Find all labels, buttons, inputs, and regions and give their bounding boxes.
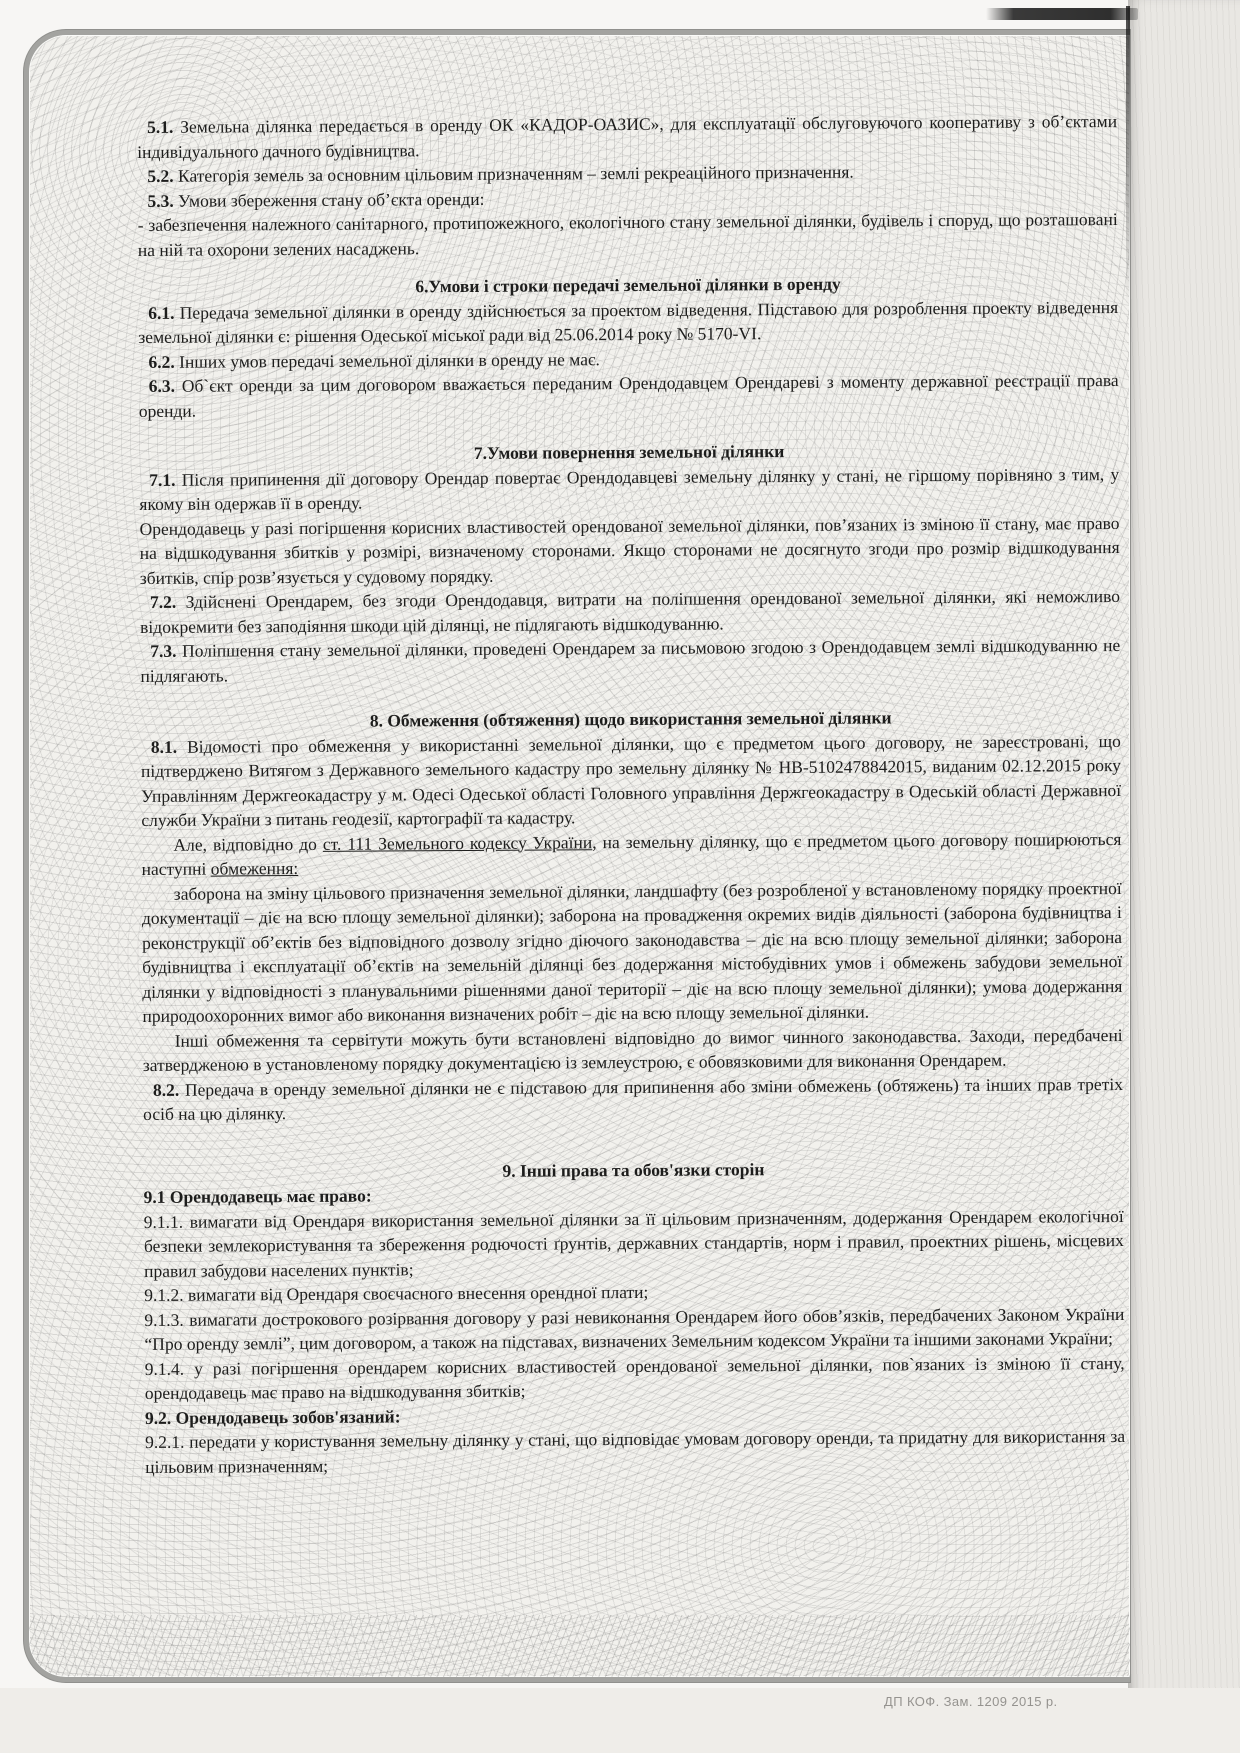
clause-number: 8.1.	[150, 736, 178, 757]
clause-number: 9.1.1.	[143, 1211, 184, 1232]
heading-section-9: 9. Інші права та обов'язки сторін	[502, 1158, 765, 1181]
clause-text: Поліпшення стану земельної ділянки, проведені Орендарем за письмовою згодою з Орендодавцем землі відшкодуванню не підлягають.	[140, 635, 1121, 686]
clause-text: Передача земельної ділянки в оренду здійснюється за проектом відведення. Підставою для розроблення проекту відведення земельної ділянки є: рішення Одеської міської ради від 25.06.2014 року № 5170-VI.	[138, 296, 1119, 347]
clause-text: Об`єкт оренди за цим договором вважається переданим Орендодавцем Орендареві з моменту державної реєстрації права оренди.	[138, 370, 1119, 421]
scanner-shadow-strip	[986, 8, 1138, 20]
clause-text: Умови збереження стану об’єкта оренди:	[173, 188, 485, 211]
clause-number: 9.2.1.	[145, 1431, 185, 1452]
clause-text: Орендодавець у разі погіршення корисних властивостей орендованої земельної ділянки, пов’язаних із зміною її стану, має право на відшкодування збитків у розмірі, визначеному сторонами. Якщо сторонами не досягнуто згоди про розмір відшкодування збитків, спір розв’язується у судовому порядку.	[139, 512, 1120, 588]
page-edge-shadow	[1126, 6, 1130, 306]
clause-number: 6.1.	[148, 302, 175, 323]
para-8-1-restrictions-list	[142, 875, 1123, 1028]
clause-text: Інших умов передачі земельної ділянки в оренду не має.	[174, 348, 600, 372]
clause-number: 9.1.2.	[144, 1284, 184, 1305]
clause-number: 5.1.	[147, 116, 174, 137]
para-8-1-other-restrictions	[143, 1022, 1123, 1077]
clause-number: 7.2.	[149, 591, 177, 612]
para-9-1-4	[145, 1350, 1125, 1405]
heading-section-6: 6.Умови і строки передачі земельної ділянки в оренду	[415, 273, 841, 297]
clause-text: Інші обмеження та сервітути можуть бути встановлені відповідно до вимог чинного законодавства. Заходи, передбачені затвердженою в установленому порядку документацією із землеустрою, є обовязковими для виконання Орендарем.	[142, 1024, 1123, 1075]
para-7-2	[140, 584, 1120, 639]
clause-number: 9.1.3.	[144, 1309, 184, 1330]
para-6-1	[138, 295, 1118, 350]
clause-number: 7.1.	[149, 469, 176, 490]
subheading-9-1: 9.1 Орендодавець має право:	[143, 1185, 372, 1207]
content-column	[137, 109, 1125, 1479]
clause-text: Відомості про обмеження у використанні земельної ділянки, що є предметом цього договору, не зареєстровані, що підтверджено Витягом з Державного земельного кадастру про земельну ділянку № НВ-5102478842015, виданим 02.12.2015 року Управлінням Держгеокадастру у м. Одесі Одеської області Головного управління Держгеокадастру в Одеській області Державної служби України з питань геодезії, картографії та кадастру.	[140, 730, 1122, 830]
clause-text: Земельна ділянка передається в оренду ОК «КАДОР-ОАЗИС», для експлуатації обслуговуючого кооперативу з об’єктами індивідуального дачного будівництва.	[137, 111, 1118, 162]
clause-text: Здійснені Орендарем, без згоди Орендодавця, витрати на поліпшення орендованої земельної ділянки, які неможливо відокремити без заподіяння шкоди цій ділянці, не підлягають відшкодуванню.	[140, 586, 1121, 637]
heading-section-7: 7.Умови повернення земельної ділянки	[473, 441, 785, 463]
guilloche-hatch-band	[29, 1615, 1130, 1677]
para-7-1	[139, 462, 1119, 517]
clause-text: - забезпечення належного санітарного, протипожежного, екологічного стану земельної ділянки, будівель і споруд, що розташовані на ній та охорони зелених насаджень.	[137, 209, 1118, 260]
clause-text: , на земельну ділянку, що є предметом цього договору поширюються наступні	[141, 828, 1122, 879]
para-9-1-3	[144, 1301, 1124, 1356]
para-5-1	[137, 109, 1117, 164]
clause-text: Але, відповідно до	[173, 833, 323, 855]
clause-text: Після припинення дії договору Орендар повертає Орендодавцеві земельну ділянку у стані, не гіршому порівняно з тим, у якому він одержав її в оренду.	[139, 463, 1120, 514]
para-9-2-1	[145, 1424, 1125, 1479]
para-6-3	[139, 368, 1119, 423]
para-8-2	[143, 1071, 1123, 1126]
clause-text: вимагати від Орендаря використання земельної ділянки за її цільовим призначенням, додержання Орендарем екологічної безпеки землекористування та збереження родючості ґрунтів, державних стандартів, норм і правил, проектних рішень, місцевих правил забудови населених пунктів;	[143, 1205, 1124, 1281]
clause-text: заборона на зміну цільового призначення земельної ділянки, ландшафту (без розробленої у встановленому порядку проектної документації – діє на всю площу земельної ділянки); заборона на провадження окремих видів діяльності (заборона будівництва і реконструкції об’єктів без відповідного дозволу згідно діючого законодавства – діє на всю площу земельної ділянки; заборона будівництва і експлуатації об’єктів на земельній ділянці без додержання містобудівних умов і обмежень забудови земельної ділянки у відповідності з планувальними рішеннями даної території – діє на всю площу земельної ділянки); умова додержання природоохоронних вимог або виконання визначених робіт – діє на всю площу земельної ділянки.	[141, 877, 1123, 1026]
underlined-law-reference: ст. 111 Земельного кодексу України	[322, 831, 593, 854]
clause-text: вимагати від Орендаря своєчасного внесення орендної плати;	[183, 1281, 649, 1305]
clause-number: 6.3.	[148, 375, 175, 396]
document-page	[24, 30, 1130, 1682]
heading-section-8: 8. Обмеження (обтяження) щодо використання земельної ділянки	[369, 707, 892, 731]
underlined-word: обмеження:	[210, 858, 299, 879]
para-5-3-dash	[138, 207, 1118, 262]
clause-text: вимагати дострокового розірвання договору у разі невиконання Орендарем його обов’язків, передбачених Законом України “Про оренду землі”, цим договором, а також на підставах, визначених Земельним кодексом України та іншими законами України;	[144, 1303, 1125, 1354]
clause-text: передати у користування земельну ділянку у стані, що відповідає умовам договору оренди, та придатну для використання за цільовим призначенням;	[145, 1425, 1126, 1477]
para-7-1-cont	[139, 511, 1119, 590]
backing-sheet	[1128, 0, 1240, 1753]
clause-number: 8.2.	[152, 1079, 180, 1100]
print-shop-imprint: ДП КОФ. Зам. 1209 2015 р.	[884, 1694, 1058, 1709]
subheading-9-2: 9.2. Орендодавець зобов'язаний:	[144, 1405, 401, 1428]
para-8-1-restrictions-lead	[141, 827, 1121, 882]
para-9-1-1	[144, 1203, 1124, 1282]
para-7-3	[140, 633, 1120, 688]
clause-number: 5.2.	[147, 165, 174, 186]
clause-number: 5.3.	[147, 190, 174, 211]
para-8-1	[141, 729, 1122, 833]
clause-number: 9.1.4.	[144, 1358, 185, 1379]
clause-text: Передача в оренду земельної ділянки не є підставою для припинення або зміни обмежень (обтяжень) та інших прав третіх осіб на цю ділянку.	[143, 1073, 1123, 1124]
clause-text: у разі погіршення орендарем корисних властивостей орендованої земельної ділянки, пов`язаних із зміною її стану, орендодавець має право на відшкодування збитків;	[144, 1352, 1125, 1403]
clause-text: Категорія земель за основним цільовим призначенням – землі рекреаційного призначення.	[173, 161, 854, 186]
clause-number: 7.3.	[150, 640, 177, 661]
clause-number: 6.2.	[148, 351, 175, 372]
